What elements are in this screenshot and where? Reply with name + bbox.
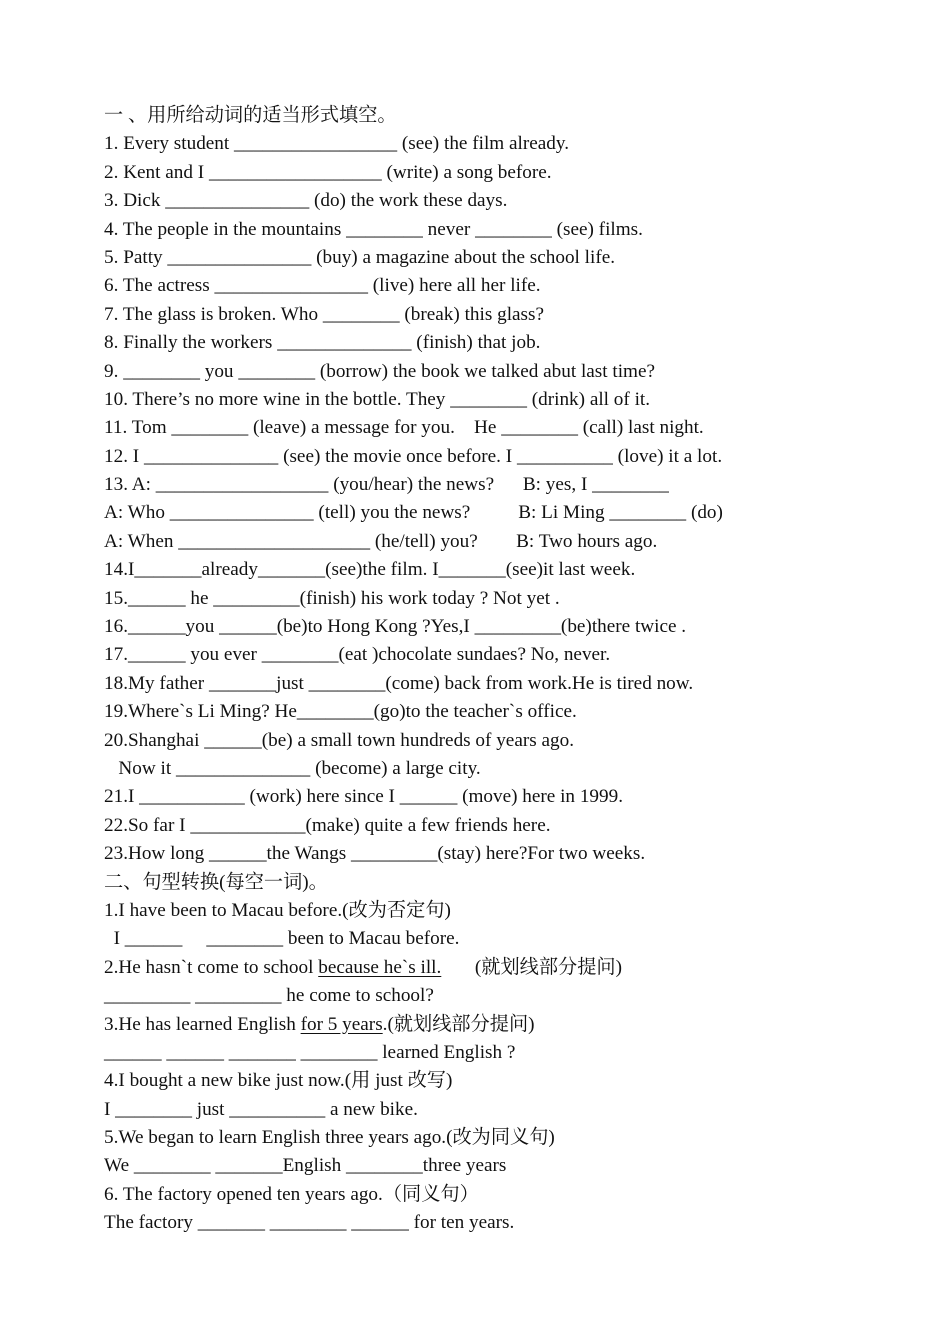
instruction-text: (就划线部分提问) — [441, 956, 622, 978]
exercise-item-23: 23.How long ______the Wangs _________(stay) here?For two weeks. — [104, 843, 646, 865]
underlined-phrase: for 5 years — [300, 1013, 383, 1035]
exercise-item-13-line2: A: Who _______________ (tell) you the news? B: Li Ming ________ (do) — [104, 502, 723, 524]
exercise-item-6: 6. The actress ________________ (live) here all her life. — [104, 275, 541, 297]
transform-answer-2: _________ _________ he come to school? — [104, 985, 434, 1007]
instruction-text: .(就划线部分提问) — [382, 1013, 535, 1035]
exercise-item-10: 10. There’s no more wine in the bottle. They ________ (drink) all of it. — [104, 388, 651, 410]
transform-question-1: 1.I have been to Macau before.(改为否定句) — [104, 899, 451, 921]
transform-question-2 — [104, 954, 924, 982]
exercise-item-13-line3: A: When ____________________ (he/tell) you? B: Two hours ago. — [104, 530, 658, 552]
transform-answer-4: I ________ just __________ a new bike. — [104, 1098, 418, 1120]
exercise-item-18: 18.My father _______just ________(come) back from work.He is tired now. — [104, 672, 694, 694]
underlined-phrase: because he`s ill. — [318, 956, 442, 978]
exercise-item-17: 17.______ you ever ________(eat )chocolate sundaes? No, never. — [104, 644, 611, 666]
transform-answer-3: ______ ______ _______ ________ learned English ? — [104, 1041, 516, 1063]
exercise-item-16: 16.______you ______(be)to Hong Kong ?Yes,I _________(be)there twice . — [104, 616, 687, 638]
exercise-item-19: 19.Where`s Li Ming? He________(go)to the teacher`s office. — [104, 701, 577, 723]
transform-question-6: 6. The factory opened ten years ago.（同义句） — [104, 1183, 479, 1205]
exercise-item-13: 13. A: __________________ (you/hear) the news? B: yes, I ________ — [104, 474, 669, 496]
worksheet-content — [104, 102, 924, 1238]
exercise-item-22: 22.So far I ____________(make) quite a few friends here. — [104, 814, 551, 836]
exercise-item-20: 20.Shanghai ______(be) a small town hundreds of years ago. — [104, 729, 574, 751]
exercise-item-8: 8. Finally the workers ______________ (finish) that job. — [104, 332, 541, 354]
exercise-item-1: 1. Every student _________________ (see) the film already. — [104, 133, 570, 155]
exercise-item-14: 14.I_______already_______(see)the film. I_______(see)it last week. — [104, 559, 636, 581]
exercise-item-12: 12. I ______________ (see) the movie once before. I __________ (love) it a lot. — [104, 445, 723, 467]
exercise-item-20-line2: Now it ______________ (become) a large city. — [104, 757, 481, 779]
transform-answer-5: We ________ _______English ________three years — [104, 1155, 507, 1177]
exercise-item-5: 5. Patty _______________ (buy) a magazine about the school life. — [104, 246, 616, 268]
section1-heading: 一 、用所给动词的适当形式填空。 — [104, 105, 397, 126]
transform-question-5: 5.We began to learn English three years ago.(改为同义句) — [104, 1127, 555, 1149]
question-text: 3.He has learned English — [104, 1013, 301, 1035]
transform-answer-1: I ______ ________ been to Macau before. — [104, 928, 460, 950]
exercise-item-2: 2. Kent and I __________________ (write) a song before. — [104, 161, 552, 183]
exercise-item-4: 4. The people in the mountains ________ never ________ (see) films. — [104, 218, 643, 240]
exercise-item-11: 11. Tom ________ (leave) a message for you. He ________ (call) last night. — [104, 417, 704, 439]
transform-answer-6: The factory _______ ________ ______ for ten years. — [104, 1212, 515, 1234]
section2-heading: 二、句型转换(每空一词)。 — [104, 871, 328, 893]
transform-question-3 — [104, 1011, 924, 1039]
exercise-item-9: 9. ________ you ________ (borrow) the book we talked abut last time? — [104, 360, 656, 382]
exercise-item-21: 21.I ___________ (work) here since I ______ (move) here in 1999. — [104, 786, 623, 808]
exercise-item-3: 3. Dick _______________ (do) the work these days. — [104, 190, 508, 212]
transform-question-4: 4.I bought a new bike just now.(用 just 改写) — [104, 1070, 453, 1092]
exercise-item-15: 15.______ he _________(finish) his work today ? Not yet . — [104, 587, 560, 609]
exercise-item-7: 7. The glass is broken. Who ________ (break) this glass? — [104, 303, 545, 325]
question-text: 2.He hasn`t come to school — [104, 956, 319, 978]
